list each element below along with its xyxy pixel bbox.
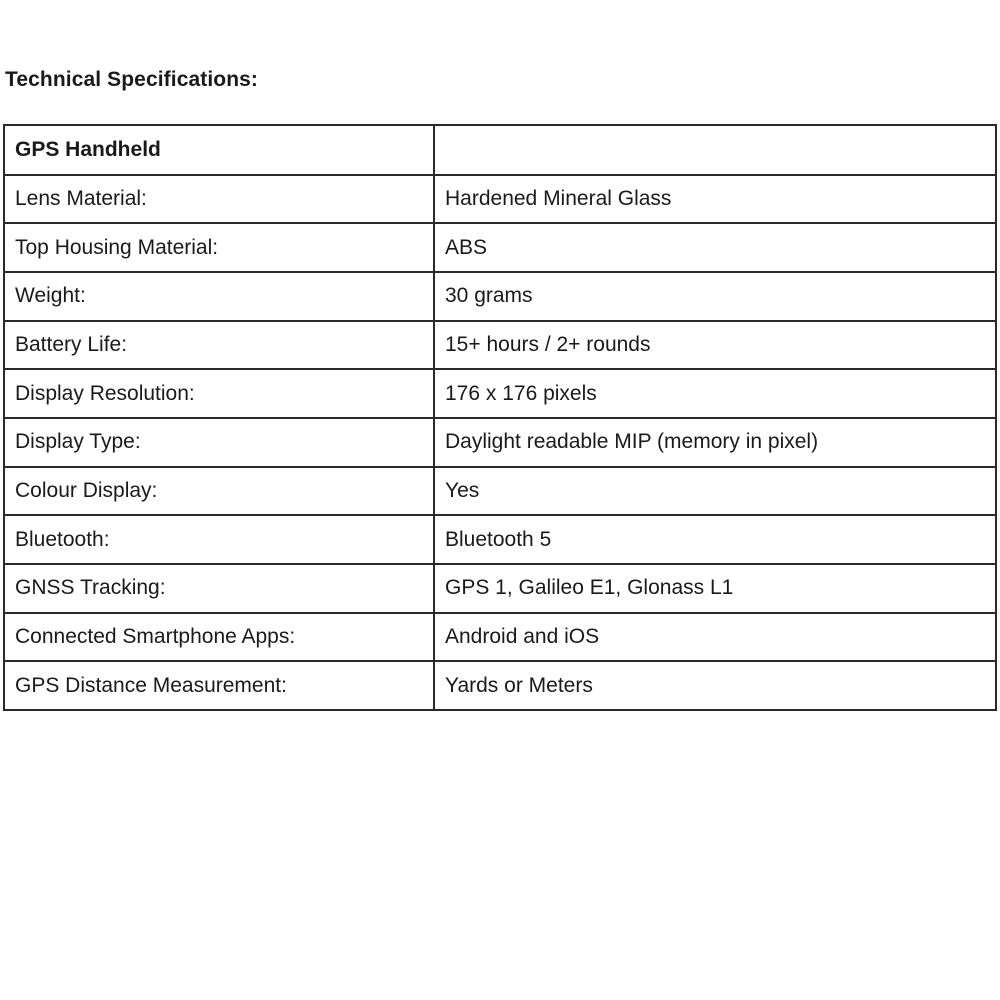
table-row: [4, 223, 996, 272]
table-row: [4, 661, 996, 710]
spec-value: Hardened Mineral Glass: [434, 175, 996, 224]
spec-table: [3, 124, 997, 711]
spec-value: Bluetooth 5: [434, 515, 996, 564]
spec-value: 15+ hours / 2+ rounds: [434, 321, 996, 370]
spec-value: Android and iOS: [434, 613, 996, 662]
table-row: [4, 467, 996, 516]
spec-label: Top Housing Material:: [4, 223, 434, 272]
table-header-label: GPS Handheld: [4, 125, 434, 175]
spec-label: Bluetooth:: [4, 515, 434, 564]
table-row: [4, 418, 996, 467]
table-row: [4, 175, 996, 224]
spec-label: GNSS Tracking:: [4, 564, 434, 613]
spec-label: Display Resolution:: [4, 369, 434, 418]
spec-value: Daylight readable MIP (memory in pixel): [434, 418, 996, 467]
spec-label: Connected Smartphone Apps:: [4, 613, 434, 662]
spec-value: 30 grams: [434, 272, 996, 321]
spec-label: GPS Distance Measurement:: [4, 661, 434, 710]
table-header-value: [434, 125, 996, 175]
table-row: [4, 321, 996, 370]
table-header-row: [4, 125, 996, 175]
spec-value: 176 x 176 pixels: [434, 369, 996, 418]
page-title: Technical Specifications:: [5, 68, 259, 91]
table-row: [4, 272, 996, 321]
spec-label: Weight:: [4, 272, 434, 321]
spec-label: Battery Life:: [4, 321, 434, 370]
spec-label: Display Type:: [4, 418, 434, 467]
spec-value: Yes: [434, 467, 996, 516]
table-row: [4, 613, 996, 662]
table-row: [4, 369, 996, 418]
table-row: [4, 564, 996, 613]
spec-label: Colour Display:: [4, 467, 434, 516]
spec-value: GPS 1, Galileo E1, Glonass L1: [434, 564, 996, 613]
spec-value: Yards or Meters: [434, 661, 996, 710]
spec-label: Lens Material:: [4, 175, 434, 224]
spec-value: ABS: [434, 223, 996, 272]
table-row: [4, 515, 996, 564]
